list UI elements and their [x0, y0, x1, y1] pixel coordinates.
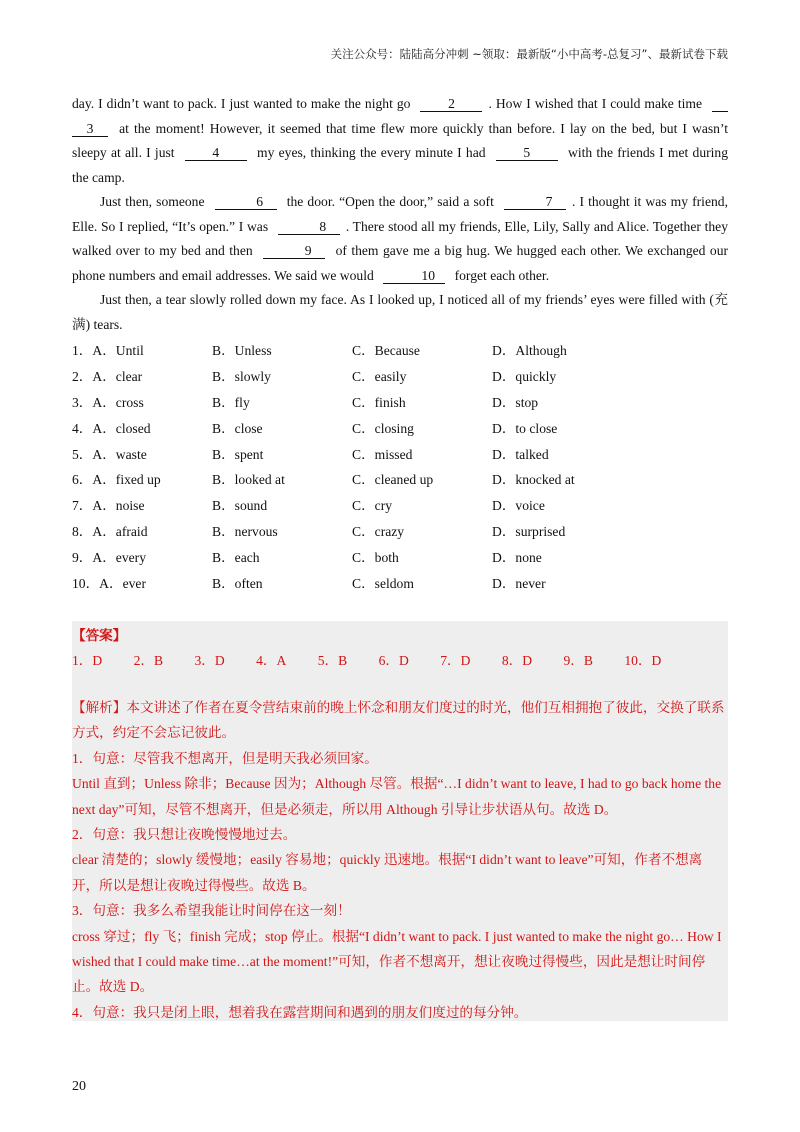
option-b: B．sound: [212, 498, 268, 514]
option-b: B．each: [212, 550, 260, 566]
option-c: C．easily: [352, 368, 407, 384]
option-b: B．looked at: [212, 472, 285, 488]
answer-item: 4．A: [256, 653, 287, 668]
answer-item: 9．B: [563, 653, 593, 668]
option-b: B．Unless: [212, 343, 272, 358]
explanation-1-title: 1．句意：尽管我不想离开，但是明天我必须回家。: [72, 750, 378, 766]
passage-text: of them gave me a big hug. We hugged each other. We exchanged our phone numbers and email addresses. We said we would: [72, 243, 729, 283]
option-c: C．both: [352, 550, 399, 566]
option-c: C．cry: [352, 498, 393, 514]
answer-item: 5．B: [317, 653, 348, 668]
cloze-passage: [72, 92, 728, 337]
option-d: D．stop: [492, 394, 539, 410]
option-row: [72, 572, 728, 598]
passage-text: forget each other.: [454, 267, 550, 283]
option-b: B．nervous: [212, 524, 278, 540]
option-c: C．Because: [352, 343, 420, 358]
option-row: [72, 417, 728, 443]
explanation-intro: 【解析】本文讲述了作者在夏令营结束前的晚上怀念和朋友们度过的时光，他们互相拥抱了彼此，交换了联系方式，约定不会忘记彼此。: [72, 700, 725, 741]
answer-item: 8．D: [501, 653, 533, 668]
option-d: D．Although: [492, 343, 567, 358]
passage-paragraph-1: [72, 92, 728, 190]
blank-3-line: [712, 96, 728, 112]
explanation-4-title: 4．句意：我只是闭上眼，想着我在露营期间和遇到的朋友们度过的每分钟。: [72, 1004, 528, 1020]
passage-text: the door. “Open the door,” said a soft: [286, 194, 494, 209]
option-b: B．close: [212, 420, 263, 436]
passage-paragraph-3: Just then, a tear slowly rolled down my face. As I looked up, I noticed all of my friends’ eyes were filled with (充满) tears.: [72, 292, 728, 332]
passage-text: . How I wished that I could make time: [488, 96, 702, 111]
option-c: C．finish: [352, 394, 406, 410]
option-a: 8．A．afraid: [72, 524, 148, 540]
answer-section: [72, 621, 728, 1021]
option-row: [72, 520, 728, 546]
passage-text: . There stood all my friends, Elle, Lily, Sally and Alice. Together they walked over to my bed and then: [72, 218, 728, 258]
passage-text: with the friends I met during the camp.: [72, 145, 729, 185]
option-a: 6．A．fixed up: [72, 472, 161, 488]
option-d: D．never: [492, 576, 546, 592]
option-b: B．fly: [212, 394, 250, 410]
option-c: C．cleaned up: [352, 472, 434, 488]
option-c: C．crazy: [352, 524, 405, 540]
blank-5: 5: [496, 145, 558, 161]
blank-7: 7: [504, 194, 566, 210]
answer-item: 1．D: [72, 653, 103, 668]
option-d: D．none: [492, 550, 542, 566]
option-row: [72, 546, 728, 572]
option-d: D．to close: [492, 420, 558, 436]
option-d: D．quickly: [492, 368, 557, 384]
option-row: [72, 494, 728, 520]
option-a: 4．A．closed: [72, 420, 151, 436]
passage-text: day. I didn’t want to pack. I just wanted to make the night go: [72, 96, 411, 111]
answer-item: 2．B: [133, 653, 164, 668]
option-a: 10．A．ever: [72, 576, 146, 592]
answer-item: 7．D: [440, 653, 471, 668]
option-row: [72, 468, 728, 494]
blank-3: 3: [72, 121, 108, 137]
page-number: 20: [72, 1079, 86, 1094]
option-row: [72, 339, 728, 365]
blank-2: 2: [420, 96, 482, 112]
option-d: D．voice: [492, 498, 545, 514]
options-list: [72, 339, 728, 598]
option-b: B．often: [212, 576, 263, 592]
option-c: C．missed: [352, 446, 413, 462]
option-b: B．slowly: [212, 368, 271, 384]
explanation-3-body: cross 穿过；fly 飞；finish 完成；stop 停止。根据“I didn’t want to pack. I just wanted to make the night go… How I wished that I could make time…at the moment!”可知，作者不想离开，想让夜晚过得慢些，因此是想让时间停止。故选 D。: [72, 928, 722, 995]
passage-text: my eyes, thinking the every minute I had: [257, 145, 486, 160]
option-row: [72, 391, 728, 417]
passage-text: Just then, someone: [100, 194, 205, 209]
option-c: C．closing: [352, 420, 414, 436]
option-c: C．seldom: [352, 576, 414, 592]
option-d: D．surprised: [492, 524, 566, 540]
blank-6: 6: [215, 194, 277, 210]
option-row: [72, 365, 728, 391]
blank-8: 8: [278, 219, 340, 235]
option-a: 3．A．cross: [72, 394, 144, 410]
answer-item: 6．D: [378, 653, 409, 668]
passage-paragraph-2: [72, 190, 728, 288]
option-d: D．talked: [492, 446, 549, 462]
passage-text: . I thought it was my friend, Elle. So I replied, “It’s open.” I was: [72, 194, 728, 234]
option-a: 7．A．noise: [72, 498, 145, 514]
explanation-1-body: Until 直到；Unless 除非；Because 因为；Although 尽管。根据“…I didn’t want to leave, I had to go back home the next day”可知，尽管不想离开，但是必须走，所以用 Although 引导让步状语从句。故选 D。: [72, 776, 722, 817]
answer-title: 【答案】: [72, 628, 127, 644]
explanation-2-title: 2．句意：我只想让夜晚慢慢地过去。: [72, 827, 297, 843]
answer-item: 10．D: [624, 653, 662, 668]
explanation-3-title: 3．句意：我多么希望我能让时间停在这一刻！: [72, 903, 351, 919]
answer-item: 3．D: [194, 653, 225, 668]
option-a: 5．A．waste: [72, 446, 147, 462]
blank-9: 9: [263, 243, 325, 259]
option-row: [72, 443, 728, 469]
answer-list: [72, 649, 689, 669]
passage-text: at the moment! However, it seemed that time flew more quickly than before. I lay on the bed, but I wasn’t sleepy at all. I just: [72, 120, 728, 160]
option-a: 2．A．clear: [72, 368, 143, 384]
explanation-2-body: clear 清楚的；slowly 缓慢地；easily 容易地；quickly 迅速地。根据“I didn’t want to leave”可知，作者不想离开，所以是想让夜晚过得慢些。故选 B。: [72, 852, 703, 893]
blank-4: 4: [185, 145, 247, 161]
explanation: [72, 695, 728, 1025]
option-a: 9．A．every: [72, 550, 146, 566]
page-header: 关注公众号：陆陆高分冲刺 ~领取：最新版“小中高考-总复习”、最新试卷下载: [330, 47, 728, 61]
blank-10: 10: [383, 268, 445, 284]
option-a: 1．A．Until: [72, 343, 144, 358]
option-d: D．knocked at: [492, 472, 575, 488]
option-b: B．spent: [212, 446, 264, 462]
